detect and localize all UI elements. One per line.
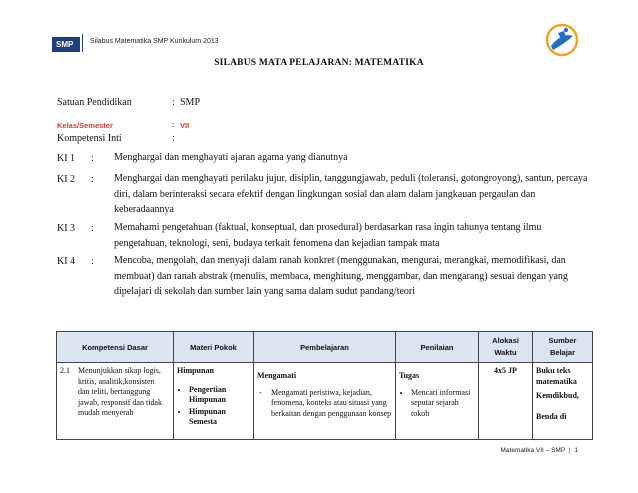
materi-cell [174, 363, 254, 440]
silabus-table [56, 331, 593, 440]
sumber-line: Benda di [536, 411, 567, 421]
col-header-alokasi: Alokasi Waktu [479, 332, 533, 363]
kd-text: Menunjukkan sikap logis, kritis, analitik,konsisten dan teliti, bertanggung jawab, responsif dan tidak mudah menyerah [78, 366, 162, 417]
materi-title: Himpunan [177, 366, 214, 375]
kelas-value: VII [180, 121, 190, 130]
satuan-label: Satuan Pendidikan [57, 97, 132, 108]
kd-cell [57, 363, 174, 440]
ki-colon: : [91, 174, 94, 185]
penilaian-cell [396, 363, 479, 440]
col-header-sumber: Sumber Belajar [533, 332, 593, 363]
page-number: 1 [574, 447, 578, 454]
ki-colon: : [91, 256, 94, 267]
kompetensi-colon: : [172, 133, 175, 144]
ki-text: Menghargai dan menghayati ajaran agama yang dianutnya [114, 152, 348, 163]
kompetensi-label: Kompetensi Inti [57, 133, 122, 144]
header-separator [82, 34, 83, 52]
page-footer [501, 447, 579, 454]
materi-list [177, 385, 250, 428]
col-header-materi: Materi Pokok [174, 332, 254, 363]
pembelajaran-cell [254, 363, 396, 440]
ki-colon: : [91, 153, 94, 164]
alokasi-value: 4x5 JP [494, 366, 517, 375]
sumber-cell [533, 363, 593, 440]
kd-number: 2.1 [60, 366, 70, 375]
penilaian-list [399, 388, 475, 420]
page-title: SILABUS MATA PELAJARAN: MATEMATIKA [214, 58, 424, 68]
kelas-label: Kelas/Semester [57, 121, 113, 130]
alokasi-cell [479, 363, 533, 440]
sumber-line: Kemdikbud, [536, 391, 579, 400]
sumber-line: Buku teks matematika [536, 366, 577, 386]
satuan-colon: : [172, 97, 175, 108]
list-item: • Himpunan Semesta [189, 407, 250, 428]
satuan-value: SMP [180, 97, 201, 108]
pembelajaran-list [257, 388, 392, 420]
header-subtitle: Silabus Matematika SMP Kurikulum 2013 [90, 38, 219, 45]
ki-code: KI 2 [57, 174, 76, 185]
header-tag: SMP [52, 37, 80, 52]
ki-code: KI 1 [57, 153, 76, 164]
pembelajaran-title: Mengamati [257, 371, 297, 380]
col-header-penilaian: Penilaian [396, 332, 479, 363]
table-header-row [57, 332, 593, 363]
list-item: - Mengamati peristiwa, kejadian, fenomena, konteks atau situasi yang berkaitan dengan penggunaan konsep [257, 388, 392, 420]
ki-code: KI 4 [57, 256, 76, 267]
col-header-kompetensi: Kompetensi Dasar [57, 332, 174, 363]
ki-text: Menghargai dan menghayati perilaku jujur, disiplin, tanggungjawab, peduli (toleransi, gotongroyong), santun, percaya diri, dalam berinteraksi secara efektif dengan lingkungan sosial dan alam dalam jangkauan pergaulan dan keberadaannya [114, 173, 588, 215]
col-header-pembelajaran: Pembelajaran [254, 332, 396, 363]
ki-text: Memahami pengetahuan (faktual, konseptual, dan prosedural) berdasarkan rasa ingin tahunya tentang ilmu pengetahuan, teknologi, seni, budaya terkait fenomena dan kejadian tampak mata [114, 222, 542, 249]
list-item: • Mencari informasi seputar sejarah tokoh [411, 388, 475, 420]
list-item: • Pengertian Himpunan [189, 385, 250, 406]
ki-code: KI 3 [57, 223, 76, 234]
kelas-colon: : [172, 120, 175, 129]
footer-text: Matematika VII – SMP [500, 447, 566, 454]
penilaian-title: Tugas [399, 371, 420, 380]
ki-colon: : [91, 223, 94, 234]
ki-text: Mencoba, mengolah, dan menyaji dalam ranah konkret (menggunakan, mengurai, merangkai, memodifikasi, dan membuat) dan ranah abstrak (menulis, membaca, menghitung, menggambar, dan mengarang) sesuai dengan yang dipelajari di sekolah dan sumber lain yang sama dalam sudut pandang/teori [114, 255, 568, 297]
kemdikbud-logo-icon [544, 22, 580, 58]
table-row [57, 363, 593, 440]
footer-separator: | [568, 447, 571, 454]
